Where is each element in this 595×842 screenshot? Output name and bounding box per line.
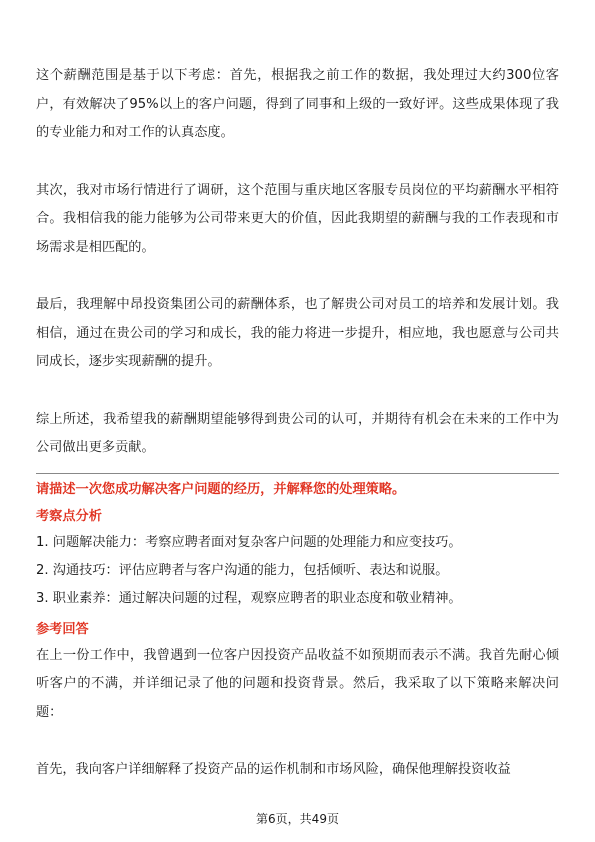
analysis-list	[36, 529, 559, 613]
paragraph-market-research: 其次，我对市场行情进行了调研，这个范围与重庆地区客服专员岗位的平均薪酬水平相符合。我相信我的能力能够为公司带来更大的价值，因此我期望的薪酬与我的工作表现和市场需求是相匹配的。	[36, 182, 559, 255]
reference-paragraph: 在上一份工作中，我曾遇到一位客户因投资产品收益不如预期而表示不满。我首先耐心倾听客户的不满，并详细记录了他的问题和投资背景。然后，我采取了以下策略来解决问题：	[36, 647, 559, 720]
reference-heading: 参考回答	[36, 621, 89, 637]
reference-paragraph: 首先，我向客户详细解释了投资产品的运作机制和市场风险，确保他理解投资收益	[36, 762, 511, 777]
paragraph-salary-basis: 这个薪酬范围是基于以下考虑：首先，根据我之前工作的数据，我处理过大约300位客户，有效解决了95%以上的客户问题，得到了同事和上级的一致好评。这些成果体现了我的专业能力和对工作的认真态度。	[36, 68, 559, 140]
interview-question: 请描述一次您成功解决客户问题的经历，并解释您的处理策略。	[36, 481, 406, 497]
analysis-item: 3. 职业素养：通过解决问题的过程，观察应聘者的职业态度和敬业精神。	[36, 590, 462, 606]
document-page	[36, 62, 559, 785]
section-divider	[36, 473, 559, 474]
analysis-item: 1. 问题解决能力：考察应聘者面对复杂客户问题的处理能力和应变技巧。	[36, 534, 462, 550]
paragraph-conclusion: 综上所述，我希望我的薪酬期望能够得到贵公司的认可，并期待有机会在未来的工作中为公司做出更多贡献。	[36, 411, 559, 455]
analysis-item: 2. 沟通技巧：评估应聘者与客户沟通的能力，包括倾听、表达和说服。	[36, 562, 449, 578]
paragraph-company-understanding: 最后，我理解中昂投资集团公司的薪酬体系，也了解贵公司对员工的培养和发展计划。我相信，通过在贵公司的学习和成长，我的能力将进一步提升，相应地，我也愿意与公司共同成长，逐步实现薪酬的提升。	[36, 297, 559, 369]
analysis-heading: 考察点分析	[36, 508, 102, 524]
page-number-footer: 第6页，共49页	[256, 812, 339, 826]
